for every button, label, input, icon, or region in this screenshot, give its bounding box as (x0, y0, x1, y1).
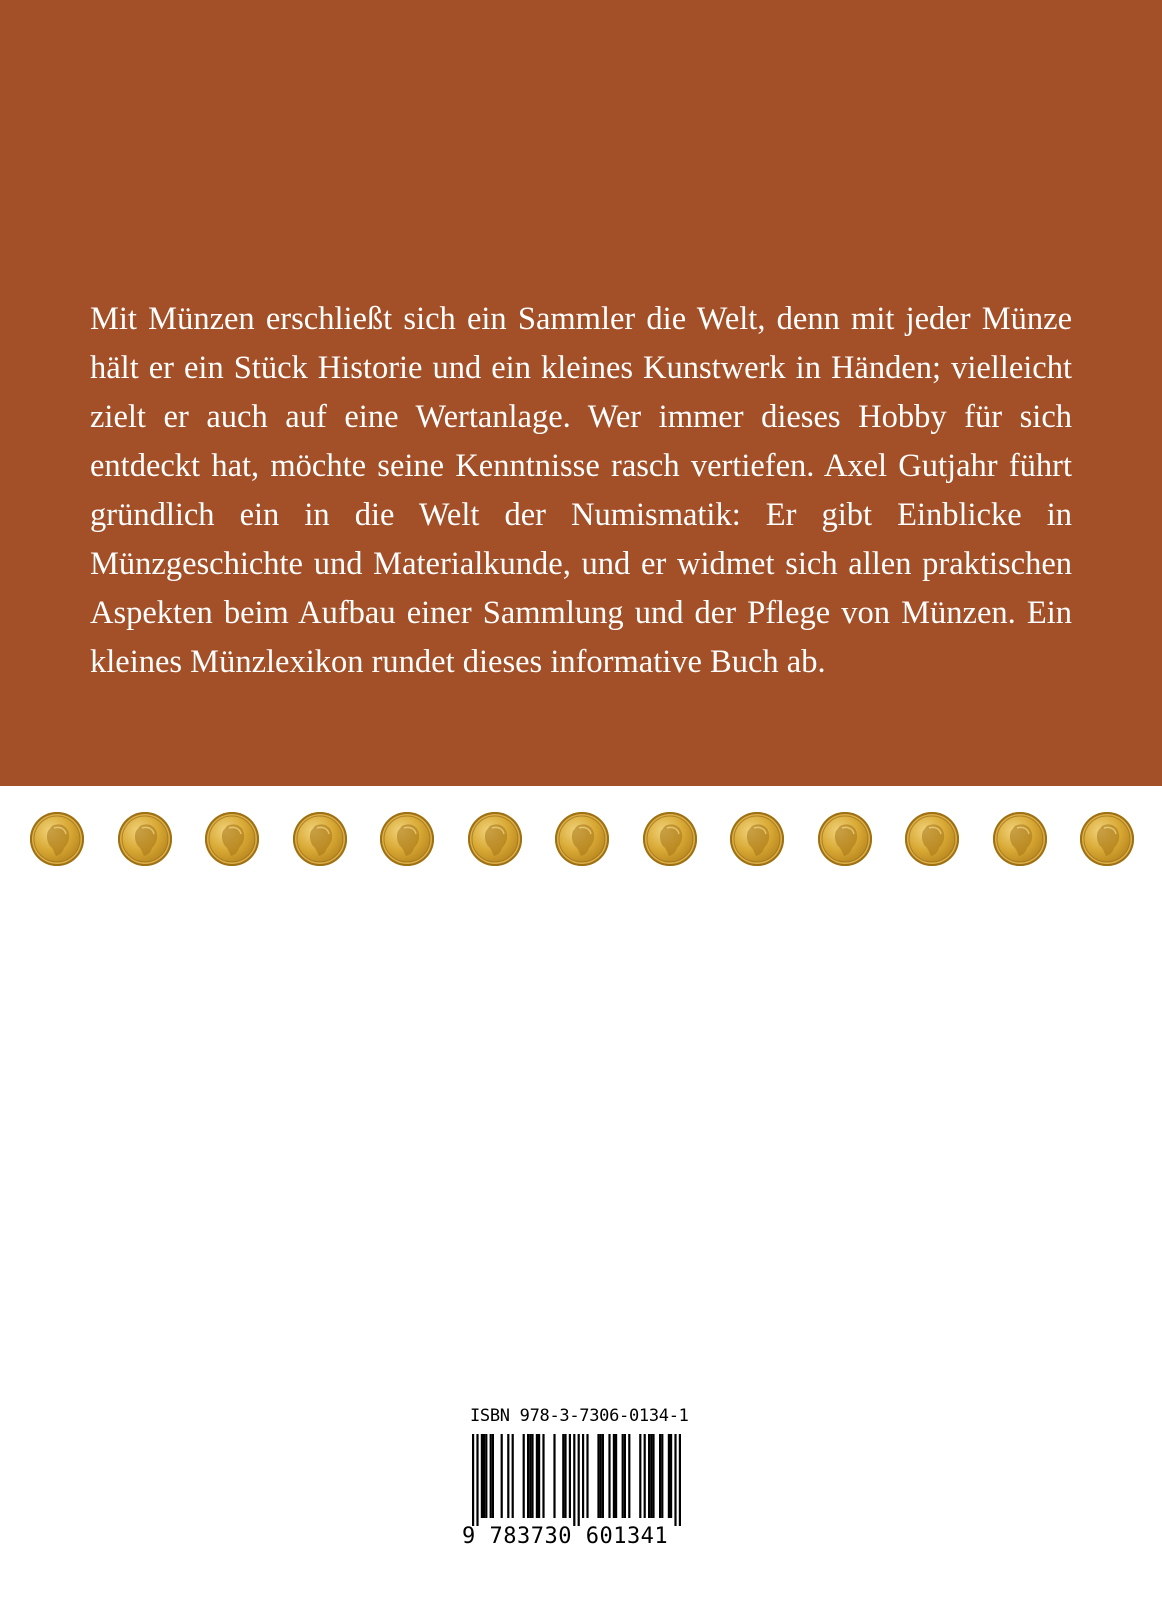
coin-row (30, 811, 1134, 867)
barcode-bar (562, 1434, 564, 1518)
isbn-barcode (462, 1406, 692, 1556)
barcode-bar (529, 1434, 531, 1518)
barcode-bar (622, 1434, 624, 1518)
gold-coin-icon (293, 812, 347, 866)
barcode-bar (527, 1434, 529, 1518)
barcode-bar (615, 1434, 617, 1518)
barcode-bar (652, 1434, 654, 1518)
barcode-bar (578, 1434, 580, 1526)
barcode-bar (476, 1434, 478, 1526)
gold-coin-icon (205, 812, 259, 866)
gold-coin-icon (555, 812, 609, 866)
barcode-bar (639, 1434, 641, 1518)
barcode-bar (582, 1434, 584, 1518)
barcode-bar (661, 1434, 663, 1518)
blurb-panel (0, 0, 1162, 786)
barcode-bar (536, 1434, 538, 1518)
blurb-text: Mit Münzen erschließt sich ein Sammler die Welt, denn mit jeder Münze hält er ein Stück Historie und ein kleines Kunstwerk in Händen; vielleicht zielt er auch auf eine Wertanlage. Wer immer dieses Hobby für sich entdeckt hat, möchte seine Kenntnisse rasch vertiefen. Axel Gutjahr führt gründlich ein in die Welt der Numismatik: Er gibt Einblicke in Münzgeschichte und Materialkunde, und er widmet sich allen praktischen Aspekten beim Aufbau einer Sammlung und der Pflege von Münzen. Ein kleines Münzlexikon rundet dieses informative Buch ab. (90, 301, 1072, 680)
barcode-bar (523, 1434, 525, 1518)
gold-coin-icon (380, 812, 434, 866)
barcode-bar (490, 1434, 492, 1518)
barcode-bar (512, 1434, 514, 1518)
barcode-bar (481, 1434, 483, 1518)
barcode-bar (608, 1434, 610, 1518)
gold-coin-icon (818, 812, 872, 866)
barcode-bar (542, 1434, 544, 1518)
barcode-bar (501, 1434, 503, 1518)
barcode-bar (538, 1434, 540, 1518)
barcode-bar (531, 1434, 533, 1518)
gold-coin-icon (993, 812, 1047, 866)
barcode-bar (613, 1434, 615, 1518)
barcode-bar (573, 1434, 575, 1526)
barcode-bar (674, 1434, 676, 1526)
barcode-bar (586, 1434, 588, 1518)
ean-digits: 9 783730 601341 (462, 1524, 669, 1549)
barcode-bar (679, 1434, 681, 1526)
barcode-bar (624, 1434, 626, 1518)
barcode-bar (659, 1434, 661, 1518)
barcode-bar (472, 1434, 474, 1526)
barcode-bar (553, 1434, 555, 1518)
barcode-bar (507, 1434, 509, 1518)
gold-coin-icon (30, 812, 84, 866)
barcode-bar (492, 1434, 494, 1518)
gold-coin-icon (643, 812, 697, 866)
barcode-bar (483, 1434, 485, 1518)
barcode-bar (569, 1434, 571, 1518)
barcode-bar (602, 1434, 604, 1518)
barcode-bar (600, 1434, 602, 1518)
barcode-bar (597, 1434, 599, 1518)
barcode-bar (670, 1434, 672, 1518)
barcode-bar (564, 1434, 566, 1518)
gold-coin-icon (468, 812, 522, 866)
barcode-bar (650, 1434, 652, 1518)
isbn-label: ISBN 978-3-7306-0134-1 (470, 1406, 689, 1426)
barcode-bar (628, 1434, 630, 1518)
barcode-bar (644, 1434, 646, 1518)
gold-coin-icon (905, 812, 959, 866)
barcode-bar (485, 1434, 487, 1518)
barcode-bars (472, 1434, 682, 1526)
barcode-bar (668, 1434, 670, 1518)
barcode-bar (648, 1434, 650, 1518)
gold-coin-icon (118, 812, 172, 866)
gold-coin-icon (1080, 812, 1134, 866)
gold-coin-icon (730, 812, 784, 866)
